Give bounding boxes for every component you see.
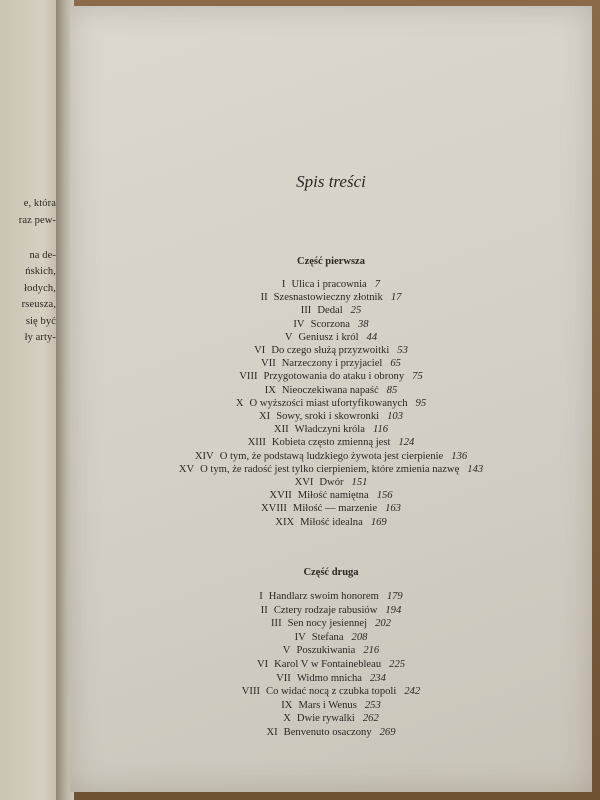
toc-entry bbox=[70, 423, 592, 436]
toc-entry-number: VII bbox=[261, 358, 276, 370]
toc-entry-page: 136 bbox=[451, 450, 468, 462]
toc-entry-number: XV bbox=[178, 463, 195, 475]
left-page-text-fragment: rseusza, bbox=[21, 299, 56, 310]
toc-entry-number: III bbox=[300, 305, 312, 317]
toc-entry bbox=[70, 436, 592, 449]
toc-entry bbox=[70, 370, 592, 383]
toc-entry-number: IV bbox=[293, 318, 305, 330]
toc-entry-number: XIX bbox=[275, 516, 295, 528]
toc-entry-number: XI bbox=[266, 727, 278, 738]
toc-entry bbox=[70, 590, 592, 603]
left-page-text-fragment: raz pew- bbox=[18, 215, 56, 226]
toc-entry bbox=[70, 658, 592, 671]
toc-entry-page: 163 bbox=[385, 503, 401, 515]
toc-entry-title: Nieoczekiwana napaść bbox=[281, 384, 379, 396]
toc-entry bbox=[70, 357, 592, 370]
part-heading-1: Część pierwsza bbox=[297, 256, 365, 267]
toc-entry bbox=[70, 450, 592, 463]
toc-entry bbox=[70, 318, 592, 331]
toc-entry bbox=[70, 344, 592, 357]
toc-entry-title: Władczyni króla bbox=[294, 424, 365, 436]
toc-entry-title: O wyższości miast ufortyfikowanych bbox=[249, 397, 408, 409]
toc-entry bbox=[70, 384, 592, 397]
toc-entry-title: Miłość namiętna bbox=[297, 490, 369, 502]
toc-entry-page: 103 bbox=[387, 411, 403, 422]
toc-entry-page: 202 bbox=[375, 618, 391, 630]
toc-entry-number: IX bbox=[281, 699, 293, 711]
toc-entry-title: Cztery rodzaje rabusiów bbox=[273, 604, 378, 616]
toc-entry-page: 253 bbox=[364, 699, 381, 711]
toc-entry-page: 65 bbox=[390, 358, 401, 370]
toc-entry-number: II bbox=[260, 292, 268, 304]
toc-entry-title: Stefana bbox=[311, 631, 344, 643]
toc-entry-title: Miłość idealna bbox=[300, 516, 363, 528]
toc-entry-page: 25 bbox=[350, 305, 362, 317]
toc-entry bbox=[70, 304, 592, 317]
toc-entry bbox=[70, 410, 592, 423]
left-page-text-fragment: ńskich, bbox=[25, 266, 56, 277]
toc-entry bbox=[70, 726, 592, 739]
toc-entry bbox=[70, 631, 592, 644]
toc-entry-number: XVIII bbox=[261, 503, 287, 515]
toc-entry-title: O tym, że radość jest tylko cierpieniem, które zmienia nazwę bbox=[200, 463, 460, 475]
toc-entry-title: Ulica i pracownia bbox=[291, 279, 367, 290]
toc-entry-title: Co widać nocą z czubka topoli bbox=[266, 686, 397, 698]
toc-entry-page: 194 bbox=[385, 604, 402, 616]
toc-entry-page: 7 bbox=[374, 279, 381, 290]
toc-entry bbox=[70, 644, 592, 657]
left-page bbox=[0, 0, 62, 800]
toc-entry-number: XII bbox=[273, 424, 289, 436]
toc-entry bbox=[70, 476, 592, 489]
toc-entry bbox=[70, 278, 592, 291]
toc-entry bbox=[70, 331, 592, 344]
toc-entry-number: II bbox=[260, 604, 268, 616]
toc-entry-number: VIII bbox=[241, 686, 260, 698]
toc-entry-page: 216 bbox=[363, 645, 380, 657]
toc-entry-title: Poszukiwania bbox=[296, 645, 356, 657]
left-page-text-fragment: się być bbox=[25, 316, 56, 327]
toc-entry-number: VII bbox=[276, 672, 291, 684]
toc-entry-page: 143 bbox=[467, 463, 484, 475]
toc-entry-title: Sen nocy jesiennej bbox=[287, 618, 368, 630]
left-page-text-fragment: na de- bbox=[29, 250, 56, 261]
left-page-text-fragment: łodych, bbox=[24, 283, 56, 294]
toc-entry-number: V bbox=[282, 645, 291, 657]
toc-entry-number: V bbox=[284, 331, 293, 343]
toc-entry-page: 208 bbox=[351, 631, 368, 643]
toc-entry bbox=[70, 672, 592, 685]
toc-entry-page: 242 bbox=[404, 686, 421, 698]
toc-entry-page: 169 bbox=[370, 516, 387, 528]
toc-entry-page: 124 bbox=[398, 437, 415, 449]
left-page-text-fragment: ły arty- bbox=[24, 332, 56, 343]
toc-entry-page: 116 bbox=[372, 424, 389, 436]
toc-entry-page: 17 bbox=[390, 292, 402, 304]
toc-entry-number: III bbox=[271, 618, 282, 630]
toc-entry-title: Sowy, sroki i skowronki bbox=[276, 411, 380, 422]
toc-entry-title: Kobieta często zmienną jest bbox=[271, 437, 391, 449]
toc-entry bbox=[70, 699, 592, 712]
toc-entry-page: 151 bbox=[351, 477, 368, 488]
toc-entry bbox=[70, 489, 592, 502]
toc-entry-number: VIII bbox=[239, 371, 258, 383]
toc-entry-page: 269 bbox=[379, 727, 396, 738]
toc-entry-title: Dwór bbox=[319, 477, 344, 488]
toc-entry bbox=[70, 604, 592, 617]
toc-entry-number: IX bbox=[264, 384, 276, 396]
toc-entry-number: X bbox=[235, 397, 244, 409]
toc-entry-number: I bbox=[259, 591, 263, 602]
toc-entry-number: XIV bbox=[194, 450, 214, 462]
toc-entry-title: Dedal bbox=[317, 305, 343, 317]
toc-entry-page: 234 bbox=[370, 672, 386, 684]
toc-entry-number: XI bbox=[259, 411, 271, 422]
toc-entry-title: Przygotowania do ataku i obrony bbox=[263, 371, 405, 383]
toc-entry bbox=[70, 712, 592, 725]
toc-entry-title: Miłość — marzenie bbox=[292, 503, 378, 515]
toc-title: Spis treści bbox=[296, 172, 366, 191]
toc-entry-page: 85 bbox=[386, 384, 398, 396]
toc-entry-number: XIII bbox=[247, 437, 266, 449]
toc-entry-number: VI bbox=[256, 659, 269, 670]
toc-entry-page: 156 bbox=[376, 490, 393, 502]
toc-entry-page: 53 bbox=[397, 345, 408, 356]
toc-entry-title: Scorzona bbox=[310, 318, 350, 330]
toc-entry-title: Widmo mnicha bbox=[296, 672, 362, 684]
toc-entry-title: Geniusz i król bbox=[298, 331, 359, 343]
toc-entry bbox=[70, 617, 592, 630]
toc-entry-title: Narzeczony i przyjaciel bbox=[281, 358, 383, 370]
toc-entry-number: X bbox=[283, 713, 291, 725]
toc-entry-page: 75 bbox=[412, 371, 423, 383]
toc-entry-title: Dwie rywalki bbox=[296, 713, 355, 725]
toc-entry-page: 38 bbox=[358, 318, 369, 330]
toc-entry-title: Karol V w Fontainebleau bbox=[274, 659, 382, 670]
toc-entry bbox=[70, 463, 592, 476]
toc-entry-title: O tym, że podstawą ludzkiego żywota jest cierpienie bbox=[219, 450, 444, 462]
part-heading-2: Część druga bbox=[303, 567, 359, 578]
toc-entry-number: XVII bbox=[269, 490, 292, 502]
toc-entry-page: 225 bbox=[389, 659, 406, 670]
toc-entry-page: 95 bbox=[415, 397, 427, 409]
toc-entry bbox=[70, 397, 592, 410]
toc-entry-title: Mars i Wenus bbox=[298, 699, 357, 711]
left-page-text-fragment: e, która bbox=[23, 198, 56, 209]
toc-entry-number: VI bbox=[254, 345, 266, 356]
toc-entry bbox=[70, 516, 592, 529]
toc-entry bbox=[70, 685, 592, 698]
toc-entry-title: Do czego służą przyzwoitki bbox=[271, 345, 390, 356]
toc-entry-page: 44 bbox=[366, 331, 378, 343]
toc-entry bbox=[70, 291, 592, 304]
toc-entry-title: Szesnastowieczny złotnik bbox=[273, 292, 383, 304]
toc-entry-number: IV bbox=[294, 631, 306, 643]
toc-entry-page: 262 bbox=[362, 713, 379, 725]
toc-entry-number: XVI bbox=[294, 477, 314, 488]
toc-entry-title: Benvenuto osaczony bbox=[283, 727, 372, 738]
right-page bbox=[70, 6, 592, 792]
toc-entry-page: 179 bbox=[386, 591, 403, 602]
toc-entry-number: I bbox=[281, 279, 286, 290]
toc-entry-title: Handlarz swoim honorem bbox=[268, 591, 379, 602]
toc-entry bbox=[70, 502, 592, 515]
